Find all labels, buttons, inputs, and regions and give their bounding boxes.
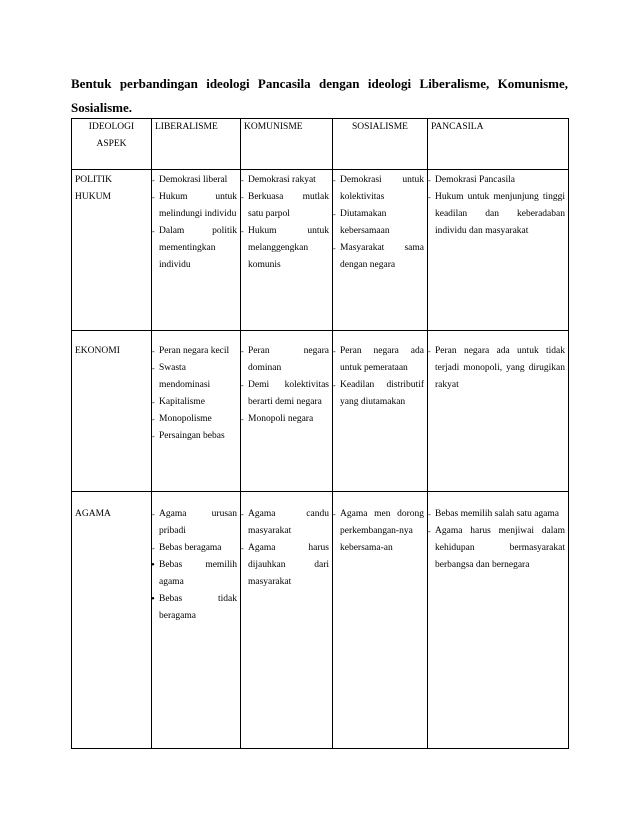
comparison-table <box>71 118 569 749</box>
list-item: - Peran negara kecil <box>155 343 237 360</box>
list-item: - Demokrasi Pancasila <box>431 172 565 189</box>
aspect-label: EKONOMI <box>75 346 120 356</box>
column-header-liberalisme: LIBERALISME <box>152 119 241 170</box>
list-item: - Peran negara ada untuk tidak terjadi monopoli, yang dirugikan rakyat <box>431 343 565 394</box>
list-item: - Demokrasi liberal <box>155 172 237 189</box>
list-item: - Demokrasi rakyat <box>244 172 329 189</box>
list-item: - Agama harus dijauhkan dari masyarakat <box>244 540 329 591</box>
cell-komunisme <box>241 492 333 749</box>
list-item: - Agama men dorong perkembangan-nya kebersama-an <box>336 506 424 557</box>
list-item: - Hukum untuk menjunjung tinggi keadilan dan keberadaban individu dan masyarakat <box>431 189 565 240</box>
cell-liberalisme <box>152 492 241 749</box>
list-item: - Kapitalisme <box>155 394 237 411</box>
column-header-pancasila: PANCASILA <box>428 119 569 170</box>
cell-komunisme <box>241 170 333 331</box>
list-item: - Agama urusan pribadi <box>155 506 237 540</box>
aspect-label: POLITIK <box>75 175 112 185</box>
table-row <box>72 331 569 492</box>
list-item: - Diutamakan kebersamaan <box>336 206 424 240</box>
table-row <box>72 492 569 749</box>
column-header-sosialisme: SOSIALISME <box>333 119 428 170</box>
corner-label-aspek: ASPEK <box>96 139 127 149</box>
list-item: - Monopolisme <box>155 411 237 428</box>
list-item: • Bebas tidak beragama <box>155 591 237 625</box>
table-row <box>72 170 569 331</box>
list-item: - Swasta mendominasi <box>155 360 237 394</box>
aspect-cell <box>72 170 152 331</box>
list-item: - Masyarakat sama dengan negara <box>336 240 424 274</box>
aspect-label: HUKUM <box>75 192 111 202</box>
cell-liberalisme <box>152 170 241 331</box>
list-item: - Peran negara dominan <box>244 343 329 377</box>
cell-sosialisme <box>333 492 428 749</box>
table-header-row <box>72 119 569 170</box>
corner-label-ideologi: IDEOLOGI <box>88 122 135 132</box>
aspect-cell <box>72 492 152 749</box>
list-item: - Demokrasi untuk kolektivitas <box>336 172 424 206</box>
cell-sosialisme <box>333 331 428 492</box>
list-item: - Bebas beragama <box>155 540 237 557</box>
list-item: • Bebas memilih agama <box>155 557 237 591</box>
cell-pancasila <box>428 331 569 492</box>
column-header-komunisme: KOMUNISME <box>241 119 333 170</box>
list-item: - Hukum untuk melanggengkan komunis <box>244 223 329 274</box>
list-item: - Hukum untuk melindungi individu <box>155 189 237 223</box>
cell-liberalisme <box>152 331 241 492</box>
cell-pancasila <box>428 492 569 749</box>
header-corner-cell <box>72 119 152 170</box>
aspect-cell <box>72 331 152 492</box>
list-item: - Agama candu masyarakat <box>244 506 329 540</box>
aspect-label: AGAMA <box>75 509 111 519</box>
list-item: - Persaingan bebas <box>155 428 237 445</box>
list-item: - Keadilan distributif yang diutamakan <box>336 377 424 411</box>
list-item: - Dalam politik mementingkan individu <box>155 223 237 274</box>
list-item: - Monopoli negara <box>244 411 329 428</box>
list-item: - Agama harus menjiwai dalam kehidupan bermasyarakat berbangsa dan bernegara <box>431 523 565 574</box>
cell-sosialisme <box>333 170 428 331</box>
cell-pancasila <box>428 170 569 331</box>
list-item: - Demi kolektivitas berarti demi negara <box>244 377 329 411</box>
list-item: - Berkuasa mutlak satu parpol <box>244 189 329 223</box>
list-item: - Bebas memilih salah satu agama <box>431 506 565 523</box>
cell-komunisme <box>241 331 333 492</box>
list-item: - Peran negara ada untuk pemerataan <box>336 343 424 377</box>
document-heading: Bentuk perbandingan ideologi Pancasila dengan ideologi Liberalisme, Komunisme, Sosialisme. <box>71 76 568 115</box>
